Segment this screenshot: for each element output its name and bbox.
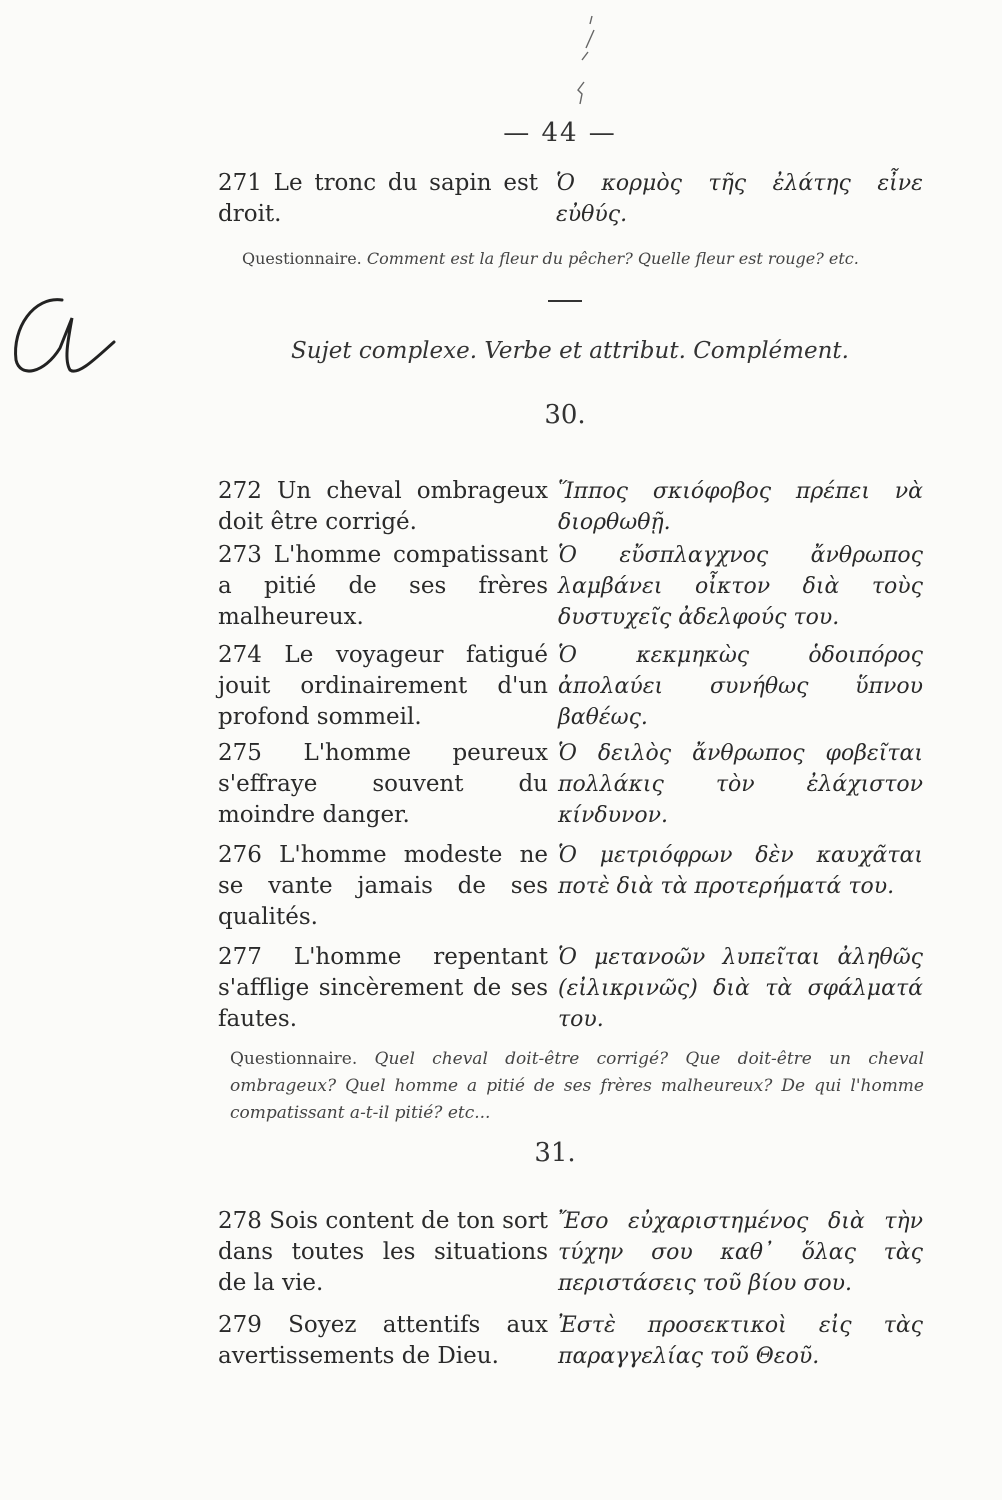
questionnaire-label: Questionnaire. <box>230 1049 358 1069</box>
entry-french: L'homme compatissant a pitié de ses frères malheureux. <box>218 542 548 630</box>
entry-greek: Ὁ εὔσπλαγχνος ἄνθρωπος λαμβάνει οἶκτον διὰ τοὺς δυστυχεῖς ἀδελφούς του. <box>558 543 923 630</box>
questionnaire-text: Quel cheval doit-être corrigé? Que doit-être un cheval ombrageux? Quel homme a pitié de ses frères malheureux? De qui l'homme compatissant a-t-il pitié? etc... <box>230 1049 925 1123</box>
entry-greek: Ὁ μετανοῶν λυπεῖται ἀληθῶς (εἰλικρινῶς) διὰ τὰ σφάλματά του. <box>558 945 923 1032</box>
entry-number: 277 <box>218 944 262 970</box>
questionnaire-2 <box>230 1046 924 1127</box>
section-number-31: 31. <box>534 1138 576 1168</box>
entry-272 <box>218 476 923 538</box>
entry-fr <box>218 738 548 831</box>
entry-greek: Ὁ κορμὸς τῆς ἐλάτης εἶνε εὐθύς. <box>556 171 923 227</box>
entry-french: Un cheval ombrageux doit être corrigé. <box>218 478 548 535</box>
entry-fr <box>218 476 548 538</box>
pencil-marks-icon <box>560 8 610 108</box>
entry-number: 272 <box>218 478 262 504</box>
entry-271 <box>218 168 923 230</box>
entry-275 <box>218 738 923 832</box>
entry-number: 279 <box>218 1312 262 1338</box>
entry-greek: Ἐστὲ προσεκτικοὶ εἰς τὰς παραγγελίας τοῦ Θεοῦ. <box>558 1313 923 1369</box>
questionnaire-label: Questionnaire. <box>242 249 362 268</box>
entry-fr <box>218 540 548 633</box>
entry-greek: Ὁ δειλὸς ἄνθρωπος φοβεῖται πολλάκις τὸν ἐλάχιστον κίνδυνον. <box>558 741 923 828</box>
entry-fr <box>218 840 548 933</box>
entry-greek: Ὁ μετριόφρων δὲν καυχᾶται ποτὲ διὰ τὰ προτερήματά του. <box>558 843 923 899</box>
questionnaire-text: Comment est la fleur du pêcher? Quelle fleur est rouge? etc. <box>366 249 859 268</box>
divider-rule <box>548 300 582 302</box>
entry-number: 273 <box>218 542 262 568</box>
entry-fr <box>218 640 548 733</box>
questionnaire-1 <box>242 246 922 271</box>
entry-greek: Ἔσο εὐχαριστημένος διὰ τὴν τύχην σου καθ᾽ ὅλας τὰς περιστάσεις τοῦ βίου σου. <box>558 1209 923 1296</box>
entry-number: 274 <box>218 642 262 668</box>
margin-annotation-a <box>4 278 124 388</box>
entry-278 <box>218 1206 923 1300</box>
entry-number: 278 <box>218 1208 262 1234</box>
section-heading: Sujet complexe. Verbe et attribut. Complément. <box>291 338 849 364</box>
entry-fr <box>218 942 548 1035</box>
entry-number: 271 <box>218 170 262 196</box>
entry-french: Le voyageur fatigué jouit ordinairement d'un profond sommeil. <box>218 642 548 730</box>
entry-276 <box>218 840 923 934</box>
entry-greek: Ὁ κεκμηκὼς ὁδοιπόρος ἀπολαύει συνήθως ὕπνου βαθέως. <box>558 643 923 730</box>
page-number: — 44 — <box>503 118 617 148</box>
entry-277 <box>218 942 923 1036</box>
entry-274 <box>218 640 923 734</box>
entry-greek: Ἵππος σκιόφοβος πρέπει νὰ διορθωθῇ. <box>558 479 923 535</box>
entry-number: 276 <box>218 842 262 868</box>
entry-273 <box>218 540 923 634</box>
entry-fr <box>218 1310 548 1372</box>
entry-fr <box>218 1206 548 1299</box>
entry-279 <box>218 1310 923 1372</box>
entry-french: Soyez attentifs aux avertissements de Dieu. <box>218 1312 549 1369</box>
entry-french: L'homme peureux s'effraye souvent du moindre danger. <box>218 740 548 828</box>
entry-number: 275 <box>218 740 262 766</box>
section-number-30: 30. <box>544 400 586 430</box>
entry-french: L'homme modeste ne se vante jamais de ses qualités. <box>218 842 549 930</box>
entry-french: Le tronc du sapin est droit. <box>218 170 538 227</box>
entry-french: L'homme repentant s'afflige sincèrement de ses fautes. <box>218 944 548 1032</box>
entry-fr <box>218 168 538 230</box>
entry-french: Sois content de ton sort dans toutes les situations de la vie. <box>218 1208 548 1296</box>
